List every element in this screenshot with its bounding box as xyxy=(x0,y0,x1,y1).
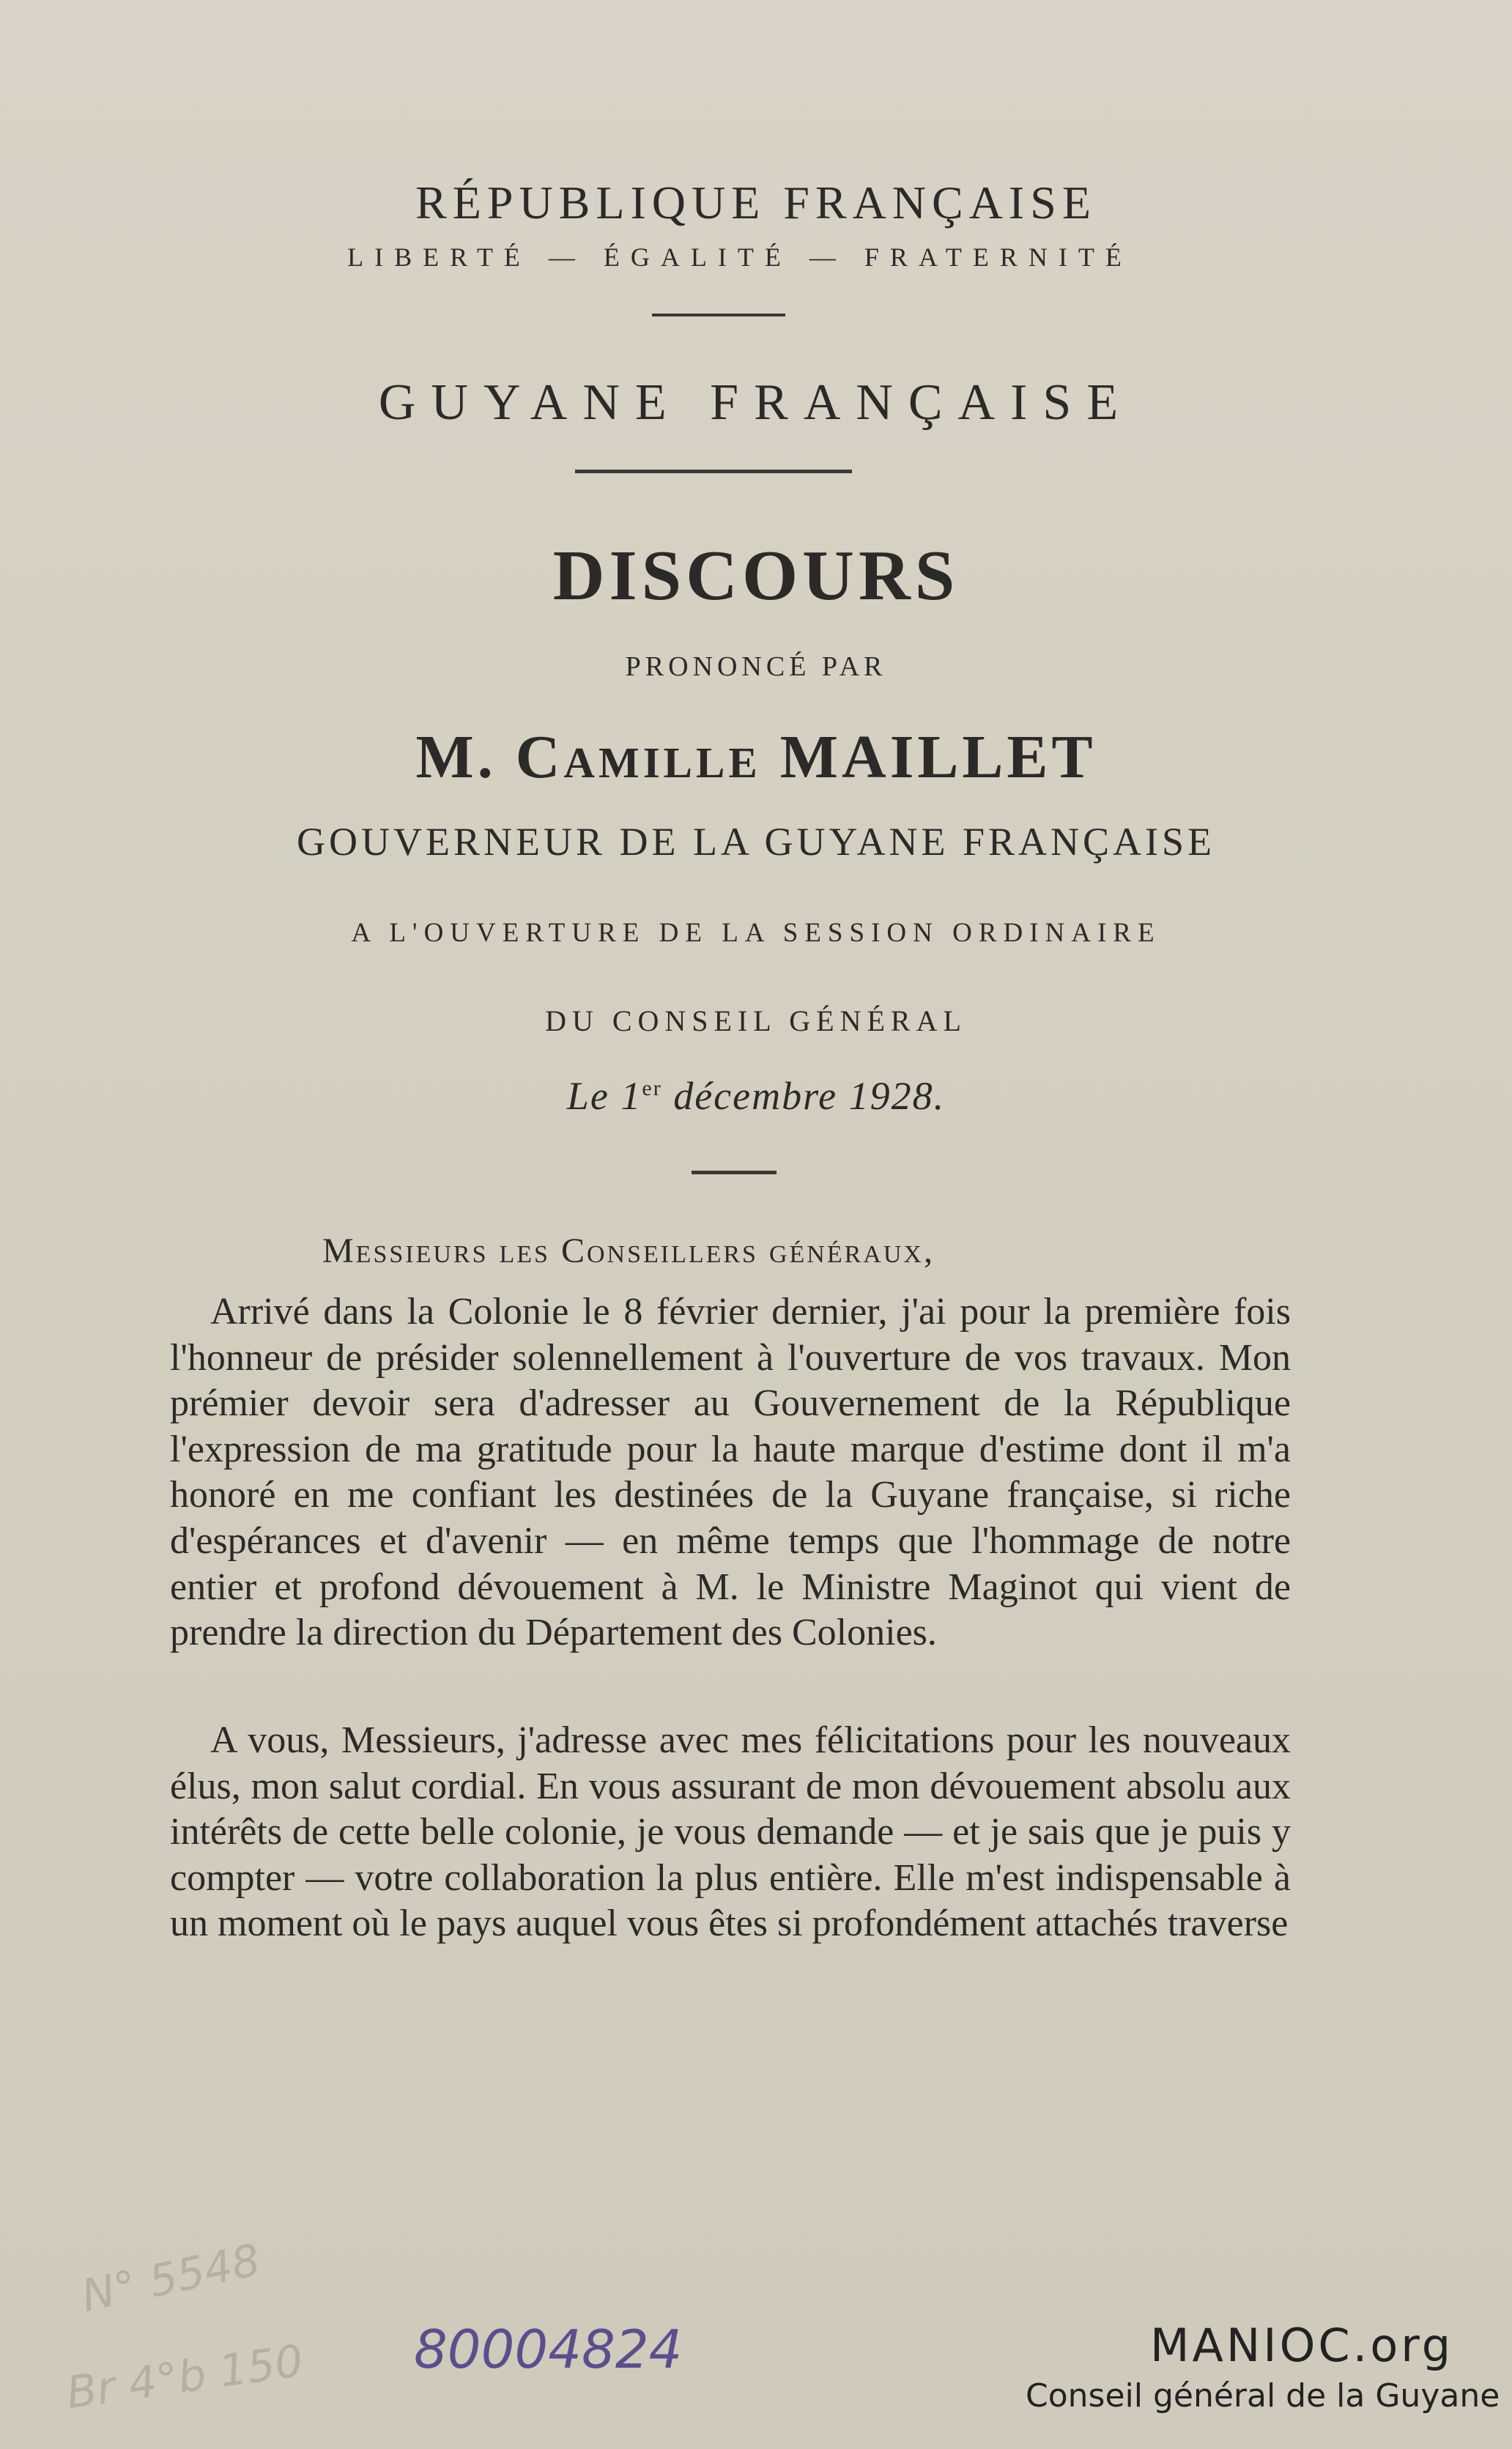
republic-motto: LIBERTÉ — ÉGALITÉ — FRATERNITÉ xyxy=(347,242,1133,272)
archive-stamp-number: 80004824 xyxy=(414,2319,683,2380)
body-paragraph-1: Arrivé dans la Colonie le 8 février dernier, j'ai pour la première fois l'honneur de présider solennellement à l'ouverture de vos travaux. Mon prémier devoir sera d'adresser au Gouvernement de la République l'expression de ma gratitude pour la haute marque d'estime dont il m'a honoré en me confiant les destinées de la Guyane française, si riche d'espérances et d'avenir — en même temps que l'hommage de notre entier et profond dévouement à M. le Ministre Maginot qui vient de prendre la direction du Département des Colonies. xyxy=(170,1291,1291,1654)
date-ordinal: er xyxy=(642,1076,662,1100)
occasion-line-1: A L'OUVERTURE DE LA SESSION ORDINAIRE xyxy=(351,918,1161,948)
divider xyxy=(575,470,852,473)
divider xyxy=(652,314,785,316)
body-paragraph-2: A vous, Messieurs, j'adresse avec mes félicitations pour les nouveaux élus, mon salut cordial. En vous assurant de mon dévouement absolu aux intérêts de cette belle colonie, je vous demande — et je sais que je puis y compter — votre collaboration la plus entière. Elle m'est indispensable à un moment où le pays auquel vous êtes si profondément attachés traverse xyxy=(170,1719,1291,1945)
republic-heading: RÉPUBLIQUE FRANÇAISE xyxy=(415,177,1097,229)
speech-date xyxy=(0,1073,1512,1119)
date-prefix: Le 1 xyxy=(566,1074,642,1118)
speaker-name: M. Camille MAILLET xyxy=(415,723,1097,791)
pronounced-by: PRONONCÉ PAR xyxy=(625,651,887,682)
pencil-note-2: Br 4°b 150 xyxy=(63,2335,307,2420)
manioc-logo: MANIOC.org xyxy=(1150,2319,1454,2372)
pencil-note-1: N° 5548 xyxy=(77,2234,265,2322)
salutation: Messieurs les Conseillers généraux, xyxy=(322,1231,935,1270)
speaker-role: GOUVERNEUR DE LA GUYANE FRANÇAISE xyxy=(296,820,1216,864)
occasion-line-2: DU CONSEIL GÉNÉRAL xyxy=(545,1004,967,1037)
divider xyxy=(692,1171,777,1174)
document-title: DISCOURS xyxy=(552,536,960,615)
date-suffix: décembre 1928. xyxy=(662,1074,946,1118)
territory-heading: GUYANE FRANÇAISE xyxy=(378,374,1134,431)
source-credit: Conseil général de la Guyane xyxy=(1026,2377,1500,2415)
